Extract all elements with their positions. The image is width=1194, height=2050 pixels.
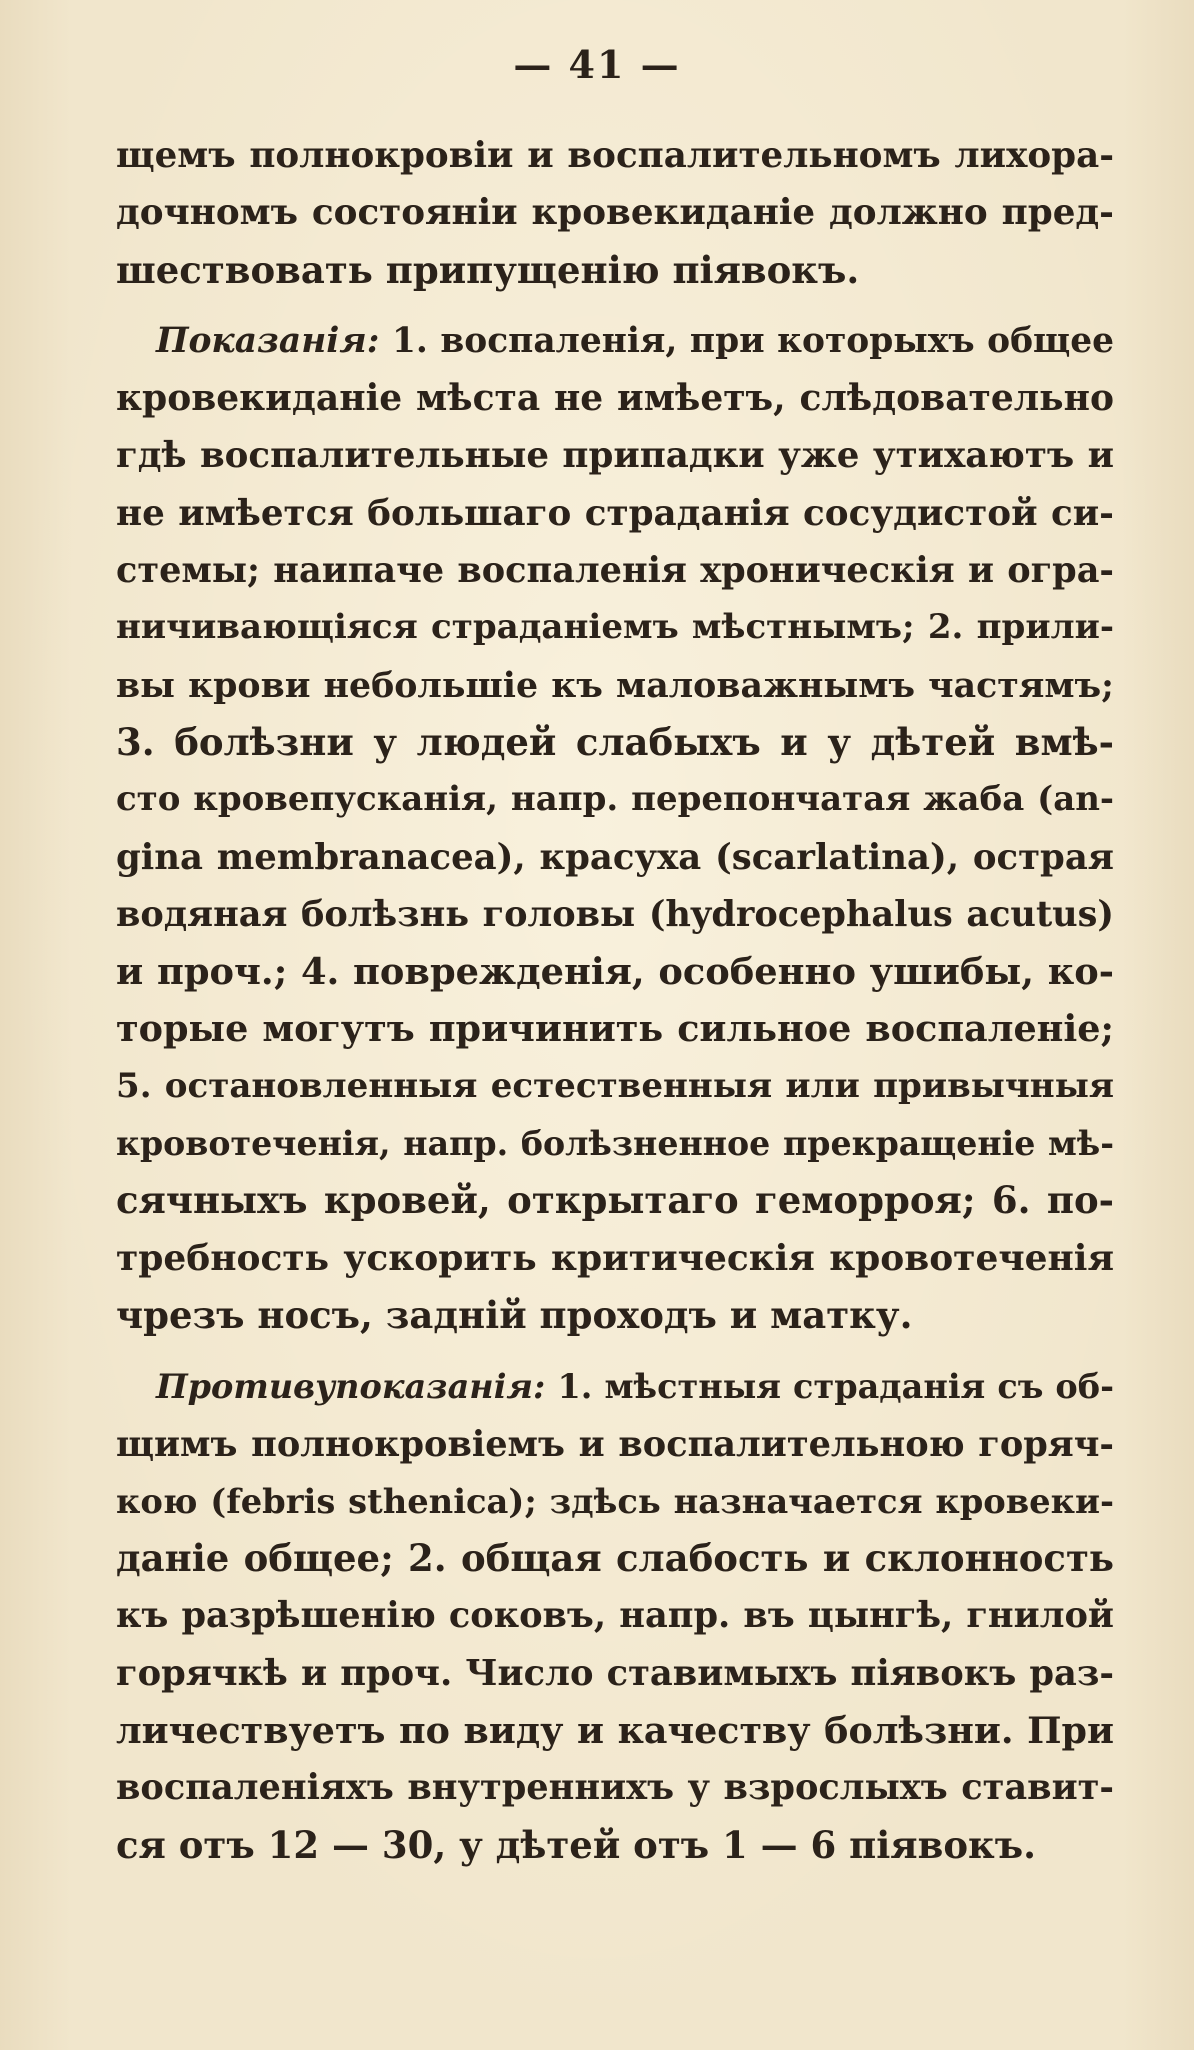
text-line: щемъ полнокровіи и воспалительномъ лихора-: [116, 135, 1114, 176]
text-line: горячкѣ и проч. Число ставимыхъ піявокъ раз-: [116, 1652, 1114, 1694]
text-line: воспаленіяхъ внутреннихъ у взрослыхъ ставит-: [116, 1767, 1114, 1809]
body-text: [116, 127, 1114, 1874]
text-line: дочномъ состояніи кровекиданіе должно пред-: [116, 191, 1114, 234]
text-line: личествуетъ по виду и качеству болѣзни. При: [116, 1709, 1114, 1753]
text-line-rest: 1. воспаленія, при которыхъ общее: [379, 320, 1114, 361]
text-line: стемы; наипаче воспаленія хроническія и огра-: [116, 550, 1114, 592]
text-line: [116, 1358, 1114, 1415]
text-line: гдѣ воспалительные припадки уже утихаютъ и: [116, 435, 1114, 477]
text-line: сто кровепусканія, напр. перепончатая жаба (an-: [116, 779, 1114, 820]
section-heading-indications: Показанія:: [156, 320, 380, 361]
text-line-rest: 1. мѣстныя страданія съ об-: [545, 1367, 1114, 1407]
text-line: торые могутъ причинить сильное воспаленіе;: [116, 1007, 1114, 1051]
text-line: не имѣется большаго страданія сосудистой си-: [116, 491, 1114, 534]
text-line: требность ускорить критическія кровотеченія: [116, 1236, 1114, 1279]
text-line: кровотеченія, напр. болѣзненное прекращеніе мѣ-: [116, 1124, 1114, 1164]
text-line: 5. остановленныя естественныя или привычныя: [116, 1065, 1114, 1106]
text-line: [116, 313, 1114, 370]
text-line: шествовать припущенію піявокъ.: [116, 247, 860, 292]
text-line: 3. болѣзни у людей слабыхъ и у дѣтей вмѣ-: [116, 719, 1114, 764]
paragraph: [116, 127, 1114, 299]
text-line: ничивающіяся страданіемъ мѣстнымъ; 2. прили-: [116, 607, 1114, 648]
text-line: сячныхъ кровей, открытаго геморроя; 6. по-: [116, 1178, 1114, 1223]
text-line: даніе общее; 2. общая слабость и склонность: [116, 1536, 1114, 1581]
text-line: ся отъ 12 — 30, у дѣтей отъ 1 — 6 піявокъ.: [116, 1822, 1036, 1867]
text-line: вы крови небольшіе къ маловажнымъ частямъ;: [116, 664, 1114, 706]
paragraph: [116, 1358, 1114, 1874]
page-number: — 41 —: [513, 42, 681, 87]
text-line: чрезъ носъ, задній проходъ и матку.: [116, 1292, 913, 1337]
section-heading-contraindications: Противупоказанія:: [156, 1367, 546, 1407]
text-line: кровекиданіе мѣста не имѣетъ, слѣдовательно: [116, 377, 1114, 420]
text-line: и проч.; 4. поврежденія, особенно ушибы, ко-: [116, 950, 1114, 994]
text-line: щимъ полнокровіемъ и воспалительною горяч-: [116, 1423, 1114, 1465]
text-line: водяная болѣзнь головы (hydrocephalus acutus): [116, 893, 1114, 935]
text-line: къ разрѣшенію соковъ, напр. въ цынгѣ, гнилой: [116, 1595, 1114, 1637]
text-line: gina membranacea), красуха (scarlatina), острая: [116, 836, 1114, 878]
text-line: кою (febris sthenica); здѣсь назначается кровеки-: [116, 1480, 1114, 1521]
paragraph: [116, 313, 1114, 1344]
